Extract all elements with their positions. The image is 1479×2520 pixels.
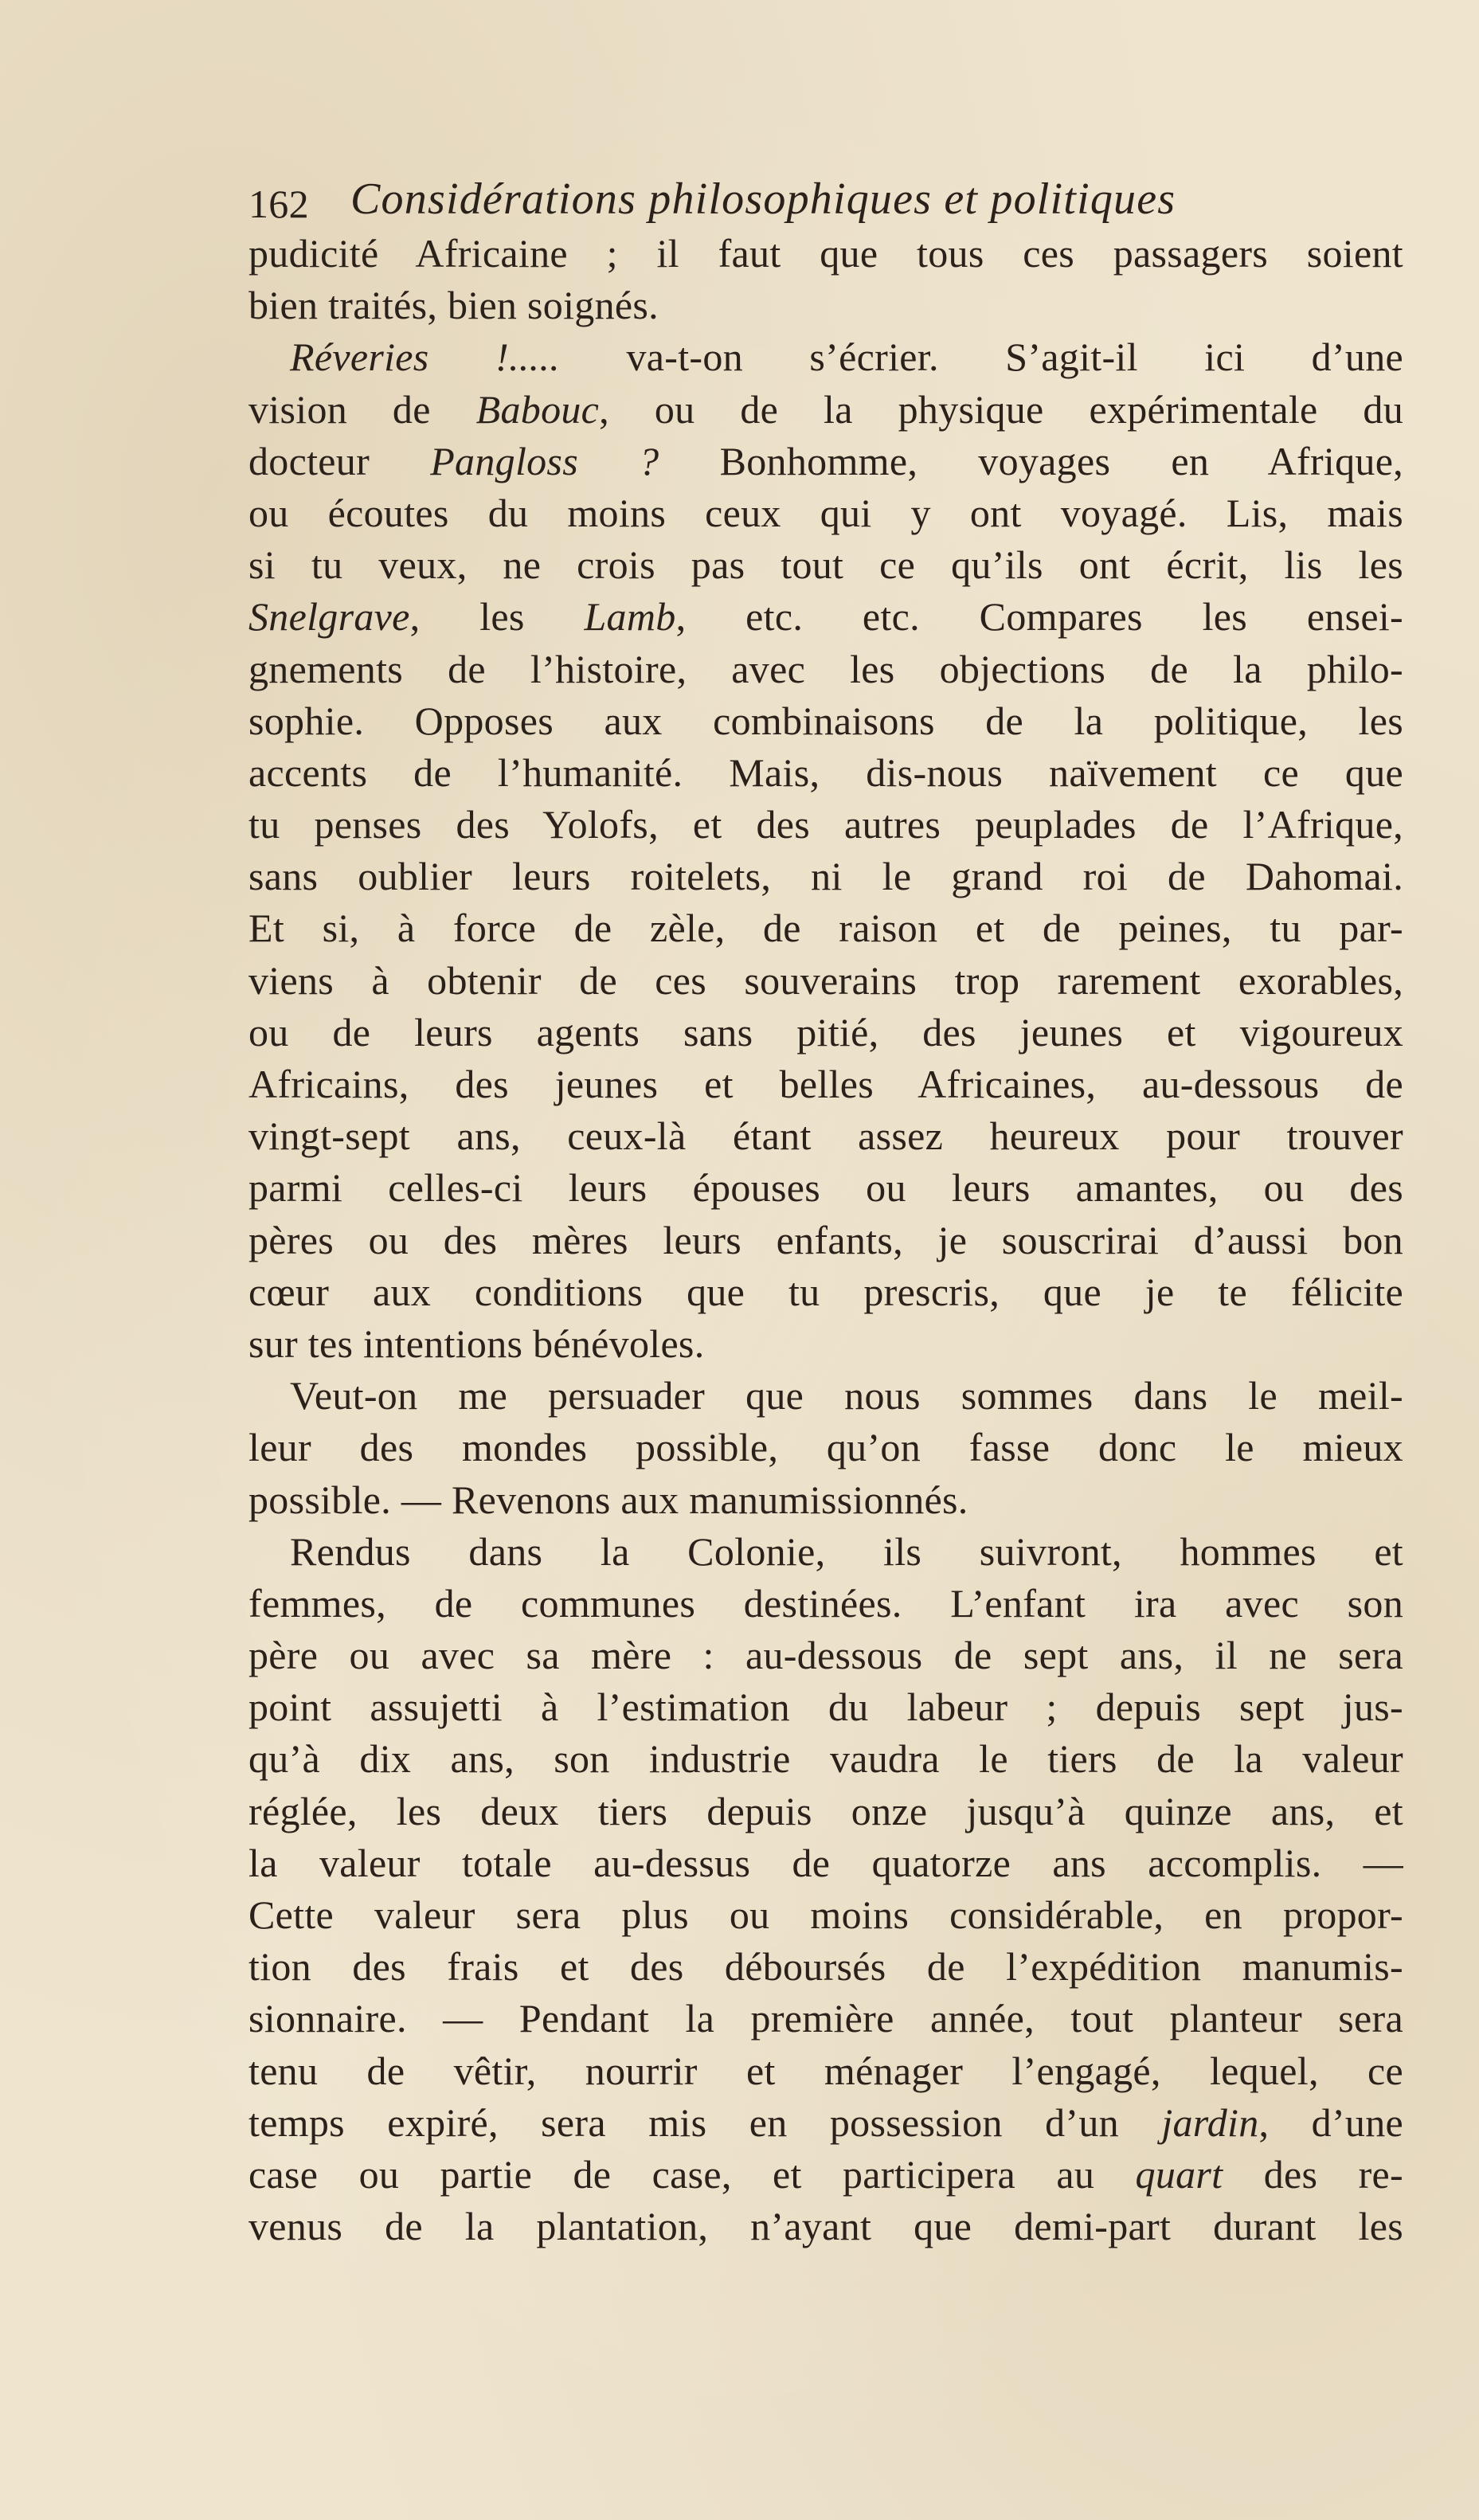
italic-text: Lamb: [584, 594, 676, 640]
text-line: la valeur totale au-dessus de quatorze ans accomplis. —: [248, 1840, 1403, 1885]
text-line: pudicité Africaine ; il faut que tous ces passagers soient: [248, 231, 1403, 276]
italic-text: Babouc: [475, 386, 600, 432]
text-line: réglée, les deux tiers depuis onze jusqu’à quinze ans, et: [248, 1788, 1403, 1833]
text-line: sionnaire. — Pendant la première année, tout planteur sera: [248, 1996, 1403, 2041]
text-block: [248, 174, 1403, 2252]
text-segment: va-t-on s’écrier. S’agit-il ici d’une: [559, 335, 1403, 380]
body-text: [248, 228, 1403, 2252]
text-line: parmi celles-ci leurs épouses ou leurs amantes, ou des: [248, 1165, 1403, 1211]
text-line: [248, 2097, 1403, 2149]
text-line: venus de la plantation, n’ayant que demi-part durant les: [248, 2204, 1403, 2249]
text-line: qu’à dix ans, son industrie vaudra le tiers de la valeur: [248, 1736, 1403, 1782]
text-line: cœur aux conditions que tu prescris, que je te félicite: [248, 1269, 1403, 1314]
italic-text: jardin: [1161, 2099, 1259, 2145]
text-line: Africains, des jeunes et belles Africaines, au-dessous de: [248, 1062, 1403, 1106]
text-line: sur tes intentions bénévoles.: [248, 1321, 705, 1366]
text-line: Veut-on me persuader que nous sommes dans le meil-: [290, 1373, 1403, 1418]
text-line: accents de l’humanité. Mais, dis-nous naïvement ce que: [248, 749, 1403, 795]
page-number: 162: [248, 182, 309, 226]
text-line: Cette valeur sera plus ou moins considérable, en propor-: [248, 1892, 1403, 1937]
text-line: ou de leurs agents sans pitié, des jeunes et vigoureux: [248, 1009, 1403, 1055]
text-segment: des re-: [1223, 2151, 1403, 2197]
text-line: gnements de l’histoire, avec les objections de la philo-: [248, 646, 1403, 691]
text-line: leur des mondes possible, qu’on fasse donc le mieux: [248, 1425, 1403, 1470]
text-line: vingt-sept ans, ceux-là étant assez heureux pour trouver: [248, 1113, 1403, 1159]
text-segment: Bonhomme, voyages en Afrique,: [659, 438, 1403, 483]
italic-text: Réveries !.....: [290, 335, 560, 380]
text-line: point assujetti à l’estimation du labeur ; depuis sept jus-: [248, 1685, 1403, 1730]
text-line: [248, 436, 1403, 487]
text-line: sophie. Opposes aux combinaisons de la politique, les: [248, 698, 1403, 743]
italic-text: Snelgrave: [248, 594, 410, 640]
text-line: [248, 2149, 1403, 2201]
text-line: Rendus dans la Colonie, ils suivront, hommes et: [290, 1528, 1403, 1574]
running-title: Considérations philosophiques et politiques: [350, 174, 1176, 224]
text-line: Et si, à force de zèle, de raison et de peines, tu par-: [248, 906, 1403, 951]
text-segment: , etc. etc. Compares les ensei-: [675, 594, 1403, 640]
text-line: si tu veux, ne crois pas tout ce qu’ils ont écrit, lis les: [248, 542, 1403, 588]
text-segment: case ou partie de case, et participera au: [248, 2151, 1136, 2197]
text-line: viens à obtenir de ces souverains trop rarement exorables,: [248, 957, 1403, 1003]
text-line: sans oublier leurs roitelets, ni le grand roi de Dahomai.: [248, 854, 1403, 899]
text-line: [248, 331, 1403, 383]
italic-text: quart: [1135, 2151, 1223, 2197]
text-line: tu penses des Yolofs, et des autres peuplades de l’Afrique,: [248, 802, 1403, 847]
text-line: possible. — Revenons aux manumissionnés.: [248, 1477, 968, 1522]
text-line: père ou avec sa mère : au-dessous de sept ans, il ne sera: [248, 1633, 1403, 1678]
text-line: [248, 591, 1403, 643]
text-line: bien traités, bien soignés.: [248, 283, 659, 328]
text-line: femmes, de communes destinées. L’enfant ira avec son: [248, 1580, 1403, 1626]
running-head: [248, 174, 1403, 228]
text-segment: temps expiré, sera mis en possession d’un: [248, 2099, 1162, 2145]
text-line: [248, 384, 1403, 436]
text-line: ou écoutes du moins ceux qui y ont voyagé. Lis, mais: [248, 490, 1403, 535]
text-line: pères ou des mères leurs enfants, je souscrirai d’aussi bon: [248, 1217, 1403, 1262]
text-segment: , d’une: [1258, 2099, 1403, 2145]
text-segment: vision de: [248, 386, 476, 432]
text-segment: , les: [409, 594, 585, 640]
text-segment: , ou de la physique expérimentale du: [599, 386, 1403, 432]
italic-text: Pangloss ?: [430, 438, 659, 483]
text-line: tion des frais et des déboursés de l’expédition manumis-: [248, 1944, 1403, 1990]
text-line: tenu de vêtir, nourrir et ménager l’engagé, lequel, ce: [248, 2048, 1403, 2093]
text-segment: docteur: [248, 438, 431, 483]
